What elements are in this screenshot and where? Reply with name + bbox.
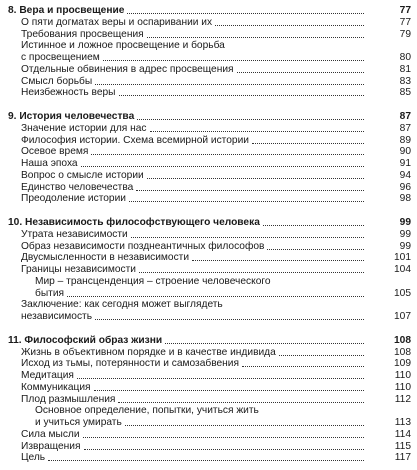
toc-dot-leader <box>84 447 364 450</box>
toc-dot-leader <box>125 423 364 426</box>
toc-page-number: 83 <box>399 75 411 87</box>
toc-entry-title: Преодоление истории <box>21 193 126 205</box>
toc-dot-leader <box>215 23 364 26</box>
toc-entry-title-continued: с просвещением <box>21 52 100 63</box>
toc-page-number: 77 <box>399 16 411 28</box>
toc-dot-leader <box>81 164 364 167</box>
toc-page-number: 89 <box>399 134 411 146</box>
toc-entry-title: Границы независимости <box>21 264 136 275</box>
toc-page-number: 79 <box>399 28 411 40</box>
toc-entry-title: Цель <box>21 452 46 464</box>
toc-dot-leader <box>242 364 364 367</box>
toc-page-number: 101 <box>394 252 411 264</box>
toc-entry-title: Образ независимости позднеантичных философов <box>21 240 265 252</box>
toc-dot-leader <box>147 176 364 179</box>
toc-page-number: 90 <box>399 146 411 158</box>
toc-dot-leader <box>95 82 364 85</box>
toc-entry-title: 9. История человечества <box>8 111 135 122</box>
toc-dot-leader <box>103 58 364 61</box>
toc-page-number: 96 <box>399 181 411 193</box>
toc-entry-title: 10. Независимость философствующего человека <box>8 217 260 228</box>
toc-dot-leader <box>119 93 365 96</box>
toc-page-number: 117 <box>394 452 411 464</box>
toc-dot-leader <box>131 235 364 238</box>
toc-entry-title: Сила мысли <box>21 428 80 440</box>
toc-dot-leader <box>263 223 364 226</box>
toc-page-number: 114 <box>394 428 411 440</box>
toc-dot-leader <box>118 400 364 403</box>
toc-page-number: 107 <box>394 311 411 322</box>
toc-page-number: 87 <box>399 122 411 134</box>
toc-page-number: 112 <box>394 393 411 405</box>
toc-page-number: 108 <box>394 334 411 346</box>
toc-page-number: 115 <box>394 440 411 452</box>
toc-dot-leader <box>127 11 364 14</box>
toc-dot-leader <box>48 458 364 461</box>
toc-entry-title-continued: независимость <box>21 311 93 322</box>
toc-page-number: 99 <box>399 240 411 252</box>
toc-page-number: 105 <box>394 287 411 299</box>
toc-page-number: 91 <box>399 158 411 169</box>
toc-entry-title: Двусмысленности в независимости <box>21 252 190 264</box>
toc-page-number: 98 <box>399 193 411 205</box>
toc-dot-leader <box>129 199 364 202</box>
toc-dot-leader <box>136 188 364 191</box>
toc-entry-title: Философия истории. Схема всемирной истории <box>21 134 249 146</box>
toc-dot-leader <box>237 70 364 73</box>
toc-dot-leader <box>139 270 364 273</box>
toc-page-number: 94 <box>399 169 411 181</box>
toc-dot-leader <box>91 152 364 155</box>
toc-page-number: 110 <box>394 381 411 393</box>
toc-entry-title: О пяти догматах веры и оспаривании их <box>21 16 213 28</box>
toc-dot-leader <box>67 294 364 297</box>
toc-entry-title: Основное определение, попытки, учиться жить <box>35 405 259 417</box>
toc-entry-title: Значение истории для нас <box>21 122 147 134</box>
toc-page-number: 85 <box>399 87 411 99</box>
toc-entry-title: Истинное и ложное просвещение и борьба <box>21 40 225 52</box>
toc-dot-leader <box>279 353 364 356</box>
toc-entry-title: Осевое время <box>21 146 89 158</box>
toc-entry-title: Исход из тьмы, потерянности и самозабвения <box>21 358 240 370</box>
toc-entry-title: Наша эпоха <box>21 158 78 169</box>
toc-page-number: 87 <box>399 111 411 122</box>
toc-entry-title: Плод размышления <box>21 393 116 405</box>
toc-dot-leader <box>137 117 364 120</box>
toc-entry-title-continued: и учиться умирать <box>35 417 122 428</box>
toc-dot-leader <box>252 141 364 144</box>
toc-entry-title-continued: бытия <box>35 287 65 299</box>
toc-entry-title: Извращения <box>21 440 81 452</box>
toc-dot-leader <box>95 317 364 320</box>
toc-entry-title: 11. Философский образ жизни <box>8 334 163 346</box>
toc-entry-title: Утрата независимости <box>21 228 128 240</box>
toc-entry-title: Вопрос о смысле истории <box>21 169 144 181</box>
toc-entry-title: 8. Вера и просвещение <box>8 5 125 16</box>
toc-page-number: 108 <box>394 346 411 358</box>
toc-entry-title: Требования просвещения <box>21 28 144 40</box>
toc-page-number: 110 <box>394 370 411 381</box>
toc-page-number: 80 <box>399 52 411 63</box>
toc-dot-leader <box>83 435 364 438</box>
toc-entry-title: Заключение: как сегодня может выглядеть <box>21 299 223 311</box>
toc-entry-title: Смысл борьбы <box>21 75 93 87</box>
toc-entry-title: Мир – трансценденция – строение человеческого <box>35 275 271 287</box>
toc-page-number: 104 <box>394 264 411 275</box>
toc-page-number: 81 <box>399 63 411 75</box>
toc-entry-title: Отдельные обвинения в адрес просвещения <box>21 63 234 75</box>
toc-page-number: 99 <box>399 217 411 228</box>
toc-dot-leader <box>147 35 364 38</box>
toc-entry-title: Жизнь в объективном порядке и в качестве индивида <box>21 346 276 358</box>
toc-dot-leader <box>165 341 364 344</box>
toc-page-number: 77 <box>399 5 411 16</box>
toc-page-number: 99 <box>399 228 411 240</box>
toc-dot-leader <box>192 258 364 261</box>
toc-dot-leader <box>94 388 364 391</box>
toc-dot-leader <box>267 247 364 250</box>
toc-entry-title: Коммуникация <box>21 381 91 393</box>
toc-entry-title: Неизбежность веры <box>21 87 116 99</box>
toc-dot-leader <box>150 129 364 132</box>
toc-page-number: 113 <box>394 417 411 428</box>
toc-entry-title: Медитация <box>21 370 74 381</box>
toc-dot-leader <box>77 376 364 379</box>
toc-page-number: 109 <box>394 358 411 370</box>
toc-entry-title: Единство человечества <box>21 181 134 193</box>
